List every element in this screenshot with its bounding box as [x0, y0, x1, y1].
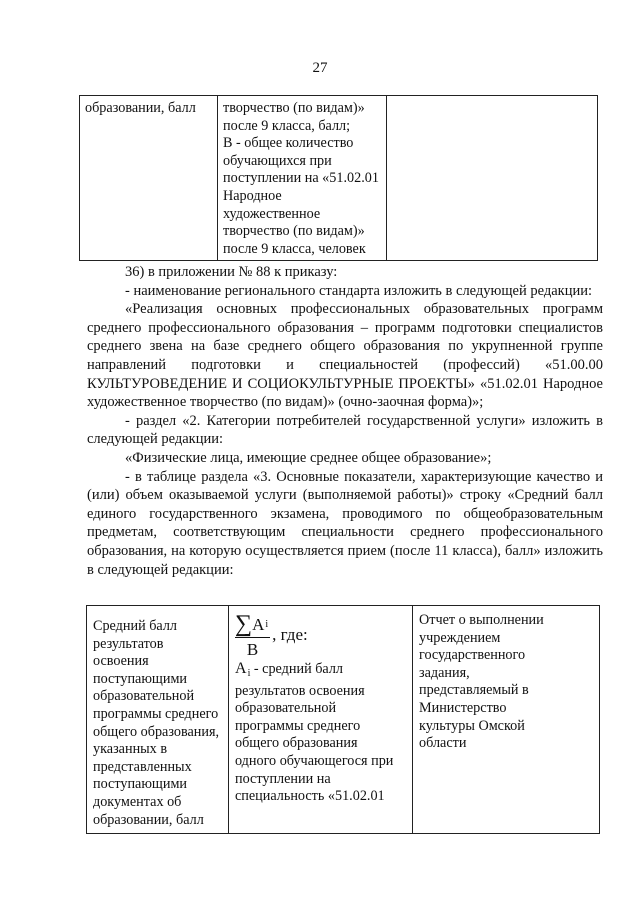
cell-line: обучающихся при [223, 152, 332, 169]
cell-line: поступлении на [235, 770, 331, 787]
cell-line: Средний балл [93, 618, 178, 634]
variable-symbol: A [235, 660, 247, 677]
average-score-formula [235, 612, 407, 660]
cell-line: поступающими [93, 776, 188, 793]
formula-cell [229, 606, 413, 834]
denominator: B [246, 639, 259, 659]
variable-definition-text: - средний балл [250, 661, 344, 677]
formula-suffix: , где: [272, 625, 308, 645]
variable-subscript: i [247, 668, 251, 679]
cell-line: специальность «51.02.01 [235, 788, 385, 805]
cell-line: после 9 класса, балл; [223, 117, 351, 134]
cell-line: представляемый в [419, 682, 529, 699]
cell-line: указанных в [93, 741, 168, 758]
cell-line: Народное художественное [223, 187, 321, 222]
indicator-table [86, 605, 600, 834]
cell-line: образовательной [93, 688, 195, 705]
cell-line: Отчет о выполнении [419, 612, 544, 628]
cell-line: учреждением [419, 629, 501, 646]
page-number: 27 [312, 60, 328, 76]
paragraph: «Физические лица, имеющие среднее общее образование»; [125, 449, 492, 466]
cell-line: программы среднего [235, 717, 361, 734]
numerator-variable: A [252, 614, 265, 634]
cell-line: области [419, 735, 467, 752]
paragraph: 36) в приложении № 88 к приказу: [125, 264, 338, 280]
paragraph: - наименование регионального стандарта изложить в следующей редакции: [125, 282, 593, 299]
cell-line: результатов освоения [235, 682, 365, 699]
cell-line: творчество (по видам)» [223, 223, 365, 240]
variable-definition [235, 660, 407, 683]
cell-line: программы среднего [93, 705, 219, 722]
cell-line: после 9 класса, человек [223, 240, 366, 257]
paragraph: - в таблице раздела «3. Основные показатели, характеризующие качество и (или) объем оказываемой услуги (выполняемой работы)» строку «Средний балл единого государственного экзамена, проводимого по общеобразовательным предметам, соответствующим специальности среднего профессионального образования, на которую осуществляется прием (после 11 класса), балл» изложить в следующей редакции: [87, 468, 603, 578]
cell-line: документах об [93, 793, 182, 810]
table-row [80, 96, 598, 261]
fraction [235, 610, 270, 660]
cell-line: Министерство [419, 699, 507, 716]
source-cell [387, 96, 598, 261]
table-row [87, 606, 600, 834]
paragraph: «Реализация основных профессиональных образовательных программ среднего профессионального образования – программ подготовки специалистов среднего звена на базе среднего общего образования по укрупненной группе направлений подготовки и специальностей (профессий) «51.00.00 КУЛЬТУРОВЕДЕНИЕ И СОЦИОКУЛЬТУРНЫЕ ПРОЕКТЫ» «51.02.01 Народное художественное творчество (по видам)» (очно-заочная форма)»; [87, 301, 603, 411]
cell-line: образовательной [235, 700, 337, 717]
sum-symbol: ∑ [235, 610, 253, 637]
cell-line: поступающими [93, 670, 188, 687]
cell-line: государственного [419, 647, 526, 664]
paragraph: - раздел «2. Категории потребителей государственной услуги» изложить в следующей редакции: [87, 412, 603, 448]
numerator-subscript: i [265, 618, 269, 630]
numerator [235, 610, 270, 638]
continued-indicator-table [79, 95, 598, 261]
cell-line: образовании, балл [93, 811, 204, 828]
cell-line: задания, [419, 664, 470, 681]
source-cell [413, 606, 600, 834]
cell-line: представленных [93, 758, 192, 775]
cell-line: общего образования, [93, 723, 220, 740]
indicator-name-cell: образовании, балл [80, 96, 218, 261]
cell-line: творчество (по видам)» [223, 100, 365, 116]
cell-line: В - общее количество [223, 135, 354, 152]
cell-line: культуры Омской [419, 717, 525, 734]
cell-line: поступлении на «51.02.01 [223, 170, 379, 187]
formula-description-cell [218, 96, 387, 261]
indicator-name-cell [87, 606, 229, 834]
cell-line: освоения [93, 653, 149, 670]
cell-line: одного обучающегося при [235, 752, 394, 769]
cell-line: общего образования [235, 735, 358, 752]
cell-line: результатов [93, 635, 164, 652]
document-body [87, 263, 603, 579]
